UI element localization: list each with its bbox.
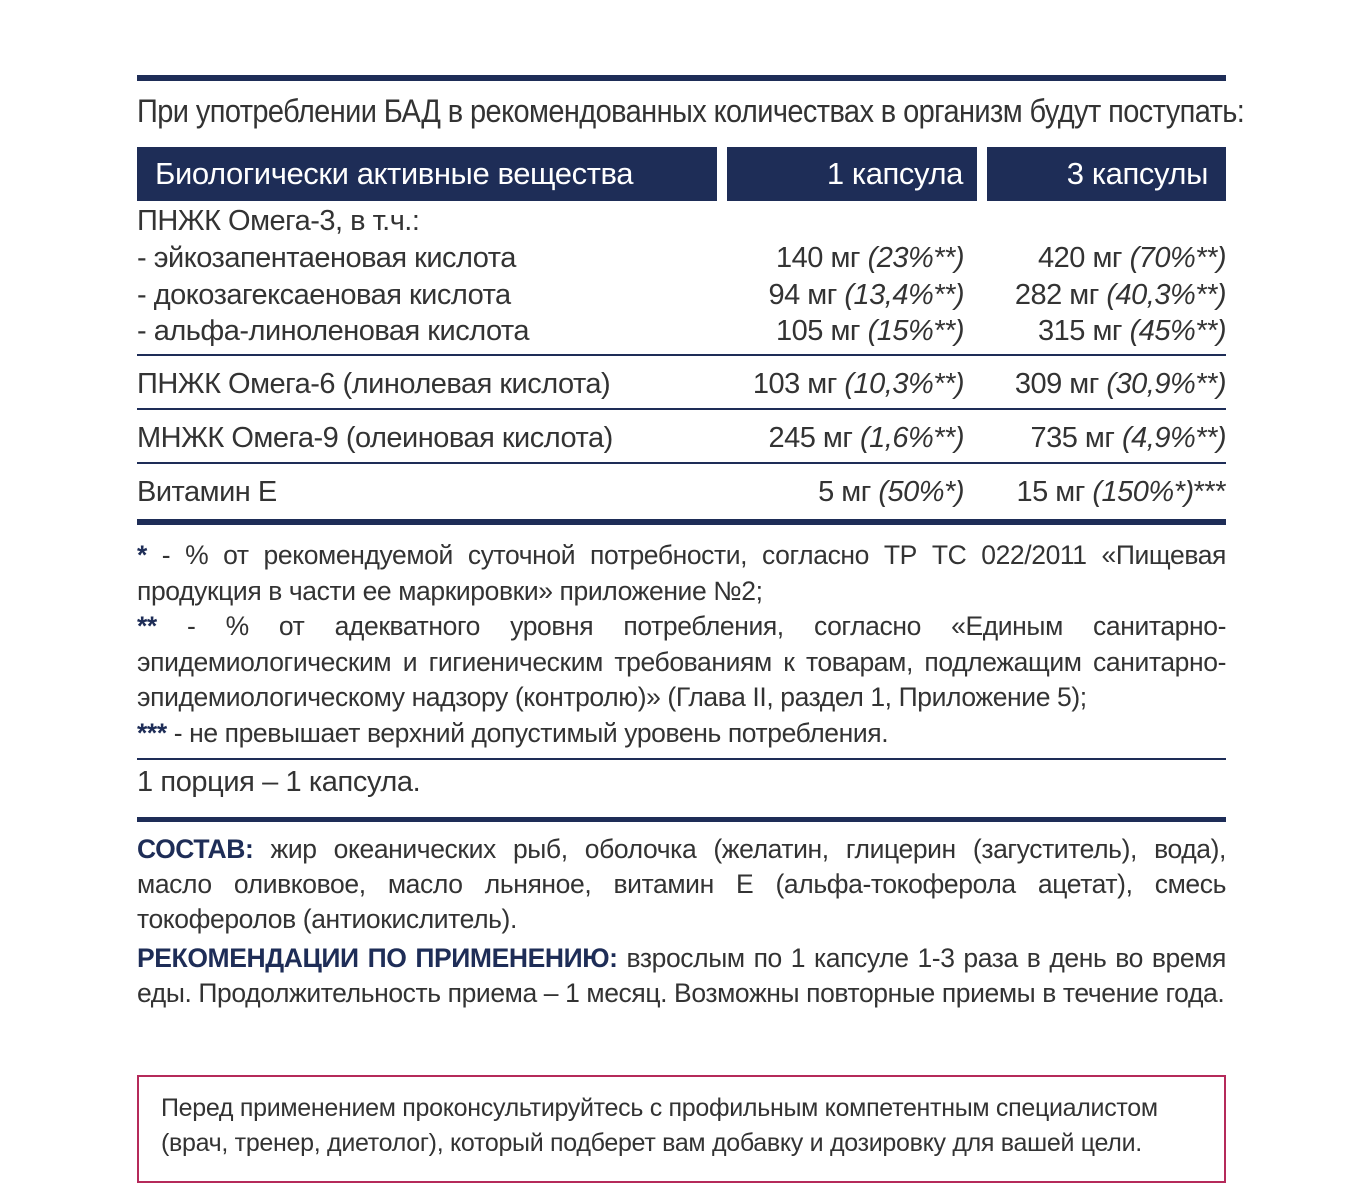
footnote <box>137 538 1226 609</box>
footnote-text: - % от рекомендуемой суточной потребности, согласно ТР ТС 022/2011 «Пищевая продукция в части ее маркировки» приложение №2; <box>137 540 1226 606</box>
row-divider <box>137 408 1226 410</box>
value-3: 309 мг <box>1014 368 1099 400</box>
warning-box <box>137 1075 1226 1183</box>
usage-text: взрослым по 1 капсуле 1-3 раза в день во время еды. Продолжительность приема – 1 месяц. Возможны повторные приемы в течение года. <box>137 943 1227 1008</box>
header-one-capsule: 1 капсула <box>727 147 977 201</box>
percent-1: (1,6%**) <box>860 422 964 454</box>
value-3: 282 мг <box>1014 279 1099 311</box>
footnote-text: - не превышает верхний допустимый уровень потребления. <box>166 717 889 748</box>
composition-rule <box>137 817 1226 822</box>
value-1: 103 мг <box>752 368 837 400</box>
header-substances: Биологически активные вещества <box>137 147 717 201</box>
footnote-mark: * <box>137 540 147 570</box>
percent-1: (15%**) <box>867 315 964 347</box>
value-1: 5 мг <box>818 476 871 508</box>
portion-text: 1 порция – 1 капсула. <box>137 766 421 798</box>
suffix-3: *** <box>1193 476 1226 508</box>
percent-1: (50%*) <box>878 476 964 508</box>
value-3: 735 мг <box>1030 422 1115 454</box>
percent-3: (4,9%**) <box>1122 422 1226 454</box>
top-rule <box>137 75 1226 81</box>
value-1: 105 мг <box>776 315 860 347</box>
row-name: - альфа-линоленовая кислота <box>137 315 530 347</box>
value-1: 245 мг <box>768 422 853 454</box>
row-name: Витамин Е <box>137 476 277 508</box>
footnote-mark: ** <box>137 611 157 642</box>
row-name: - эйкозапентаеновая кислота <box>137 242 516 274</box>
group-title: ПНЖК Омега-3, в т.ч.: <box>137 205 420 237</box>
footnote <box>137 609 1226 716</box>
composition <box>137 832 1226 937</box>
composition-text: жир океанических рыб, оболочка (желатин, глицерин (загуститель), вода), масло оливковое, масло льняное, витамин Е (альфа-токоферола ацетат), смесь токоферолов (антиокислитель). <box>137 834 1226 934</box>
row-divider <box>137 354 1226 356</box>
value-1: 94 мг <box>768 279 837 311</box>
percent-3: (45%**) <box>1129 315 1226 347</box>
footnotes <box>137 538 1226 752</box>
table-bottom-rule <box>137 519 1226 525</box>
value-1: 140 мг <box>776 242 860 274</box>
row-name: МНЖК Омега-9 (олеиновая кислота) <box>137 422 613 454</box>
header-three-capsules: 3 капсулы <box>987 147 1226 201</box>
footnote-text: - % от адекватного уровня потребления, согласно «Единым санитарно-эпидемиологическим и гигиеническим требованиям к товарам, подлежащим санитарно-эпидемиологическому надзору (контролю)» (Глава II, раздел 1, Приложение 5); <box>137 611 1226 713</box>
row-name: - докозагексаеновая кислота <box>137 279 511 311</box>
usage-label: РЕКОМЕНДАЦИИ ПО ПРИМЕНЕНИЮ: <box>137 943 618 973</box>
percent-3: (70%**) <box>1129 242 1226 274</box>
composition-label: СОСТАВ: <box>137 834 254 864</box>
percent-1: (13,4%**) <box>844 279 964 311</box>
footnote <box>137 716 1226 752</box>
percent-1: (10,3%**) <box>844 368 964 400</box>
intro-text: При употреблении БАД в рекомендованных количествах в организм будут поступать: <box>137 94 1245 130</box>
footnote-mark: *** <box>137 717 167 748</box>
percent-3: (40,3%**) <box>1106 279 1226 311</box>
value-3: 15 мг <box>1016 476 1085 508</box>
composition-block <box>137 832 1226 1011</box>
row-divider <box>137 462 1226 464</box>
notes-divider <box>137 758 1226 760</box>
warning-text: Перед применением проконсультируйтесь с профильным компетентным специалистом (врач, тренер, диетолог), который подберет вам добавку и дозировку для вашей цели. <box>161 1094 1158 1157</box>
value-3: 315 мг <box>1038 315 1122 347</box>
usage <box>137 941 1226 1011</box>
row-name: ПНЖК Омега-6 (линолевая кислота) <box>137 368 611 400</box>
percent-3: (30,9%**) <box>1106 368 1226 400</box>
percent-3: (150%*) <box>1092 476 1194 508</box>
value-3: 420 мг <box>1038 242 1122 274</box>
percent-1: (23%**) <box>867 242 964 274</box>
